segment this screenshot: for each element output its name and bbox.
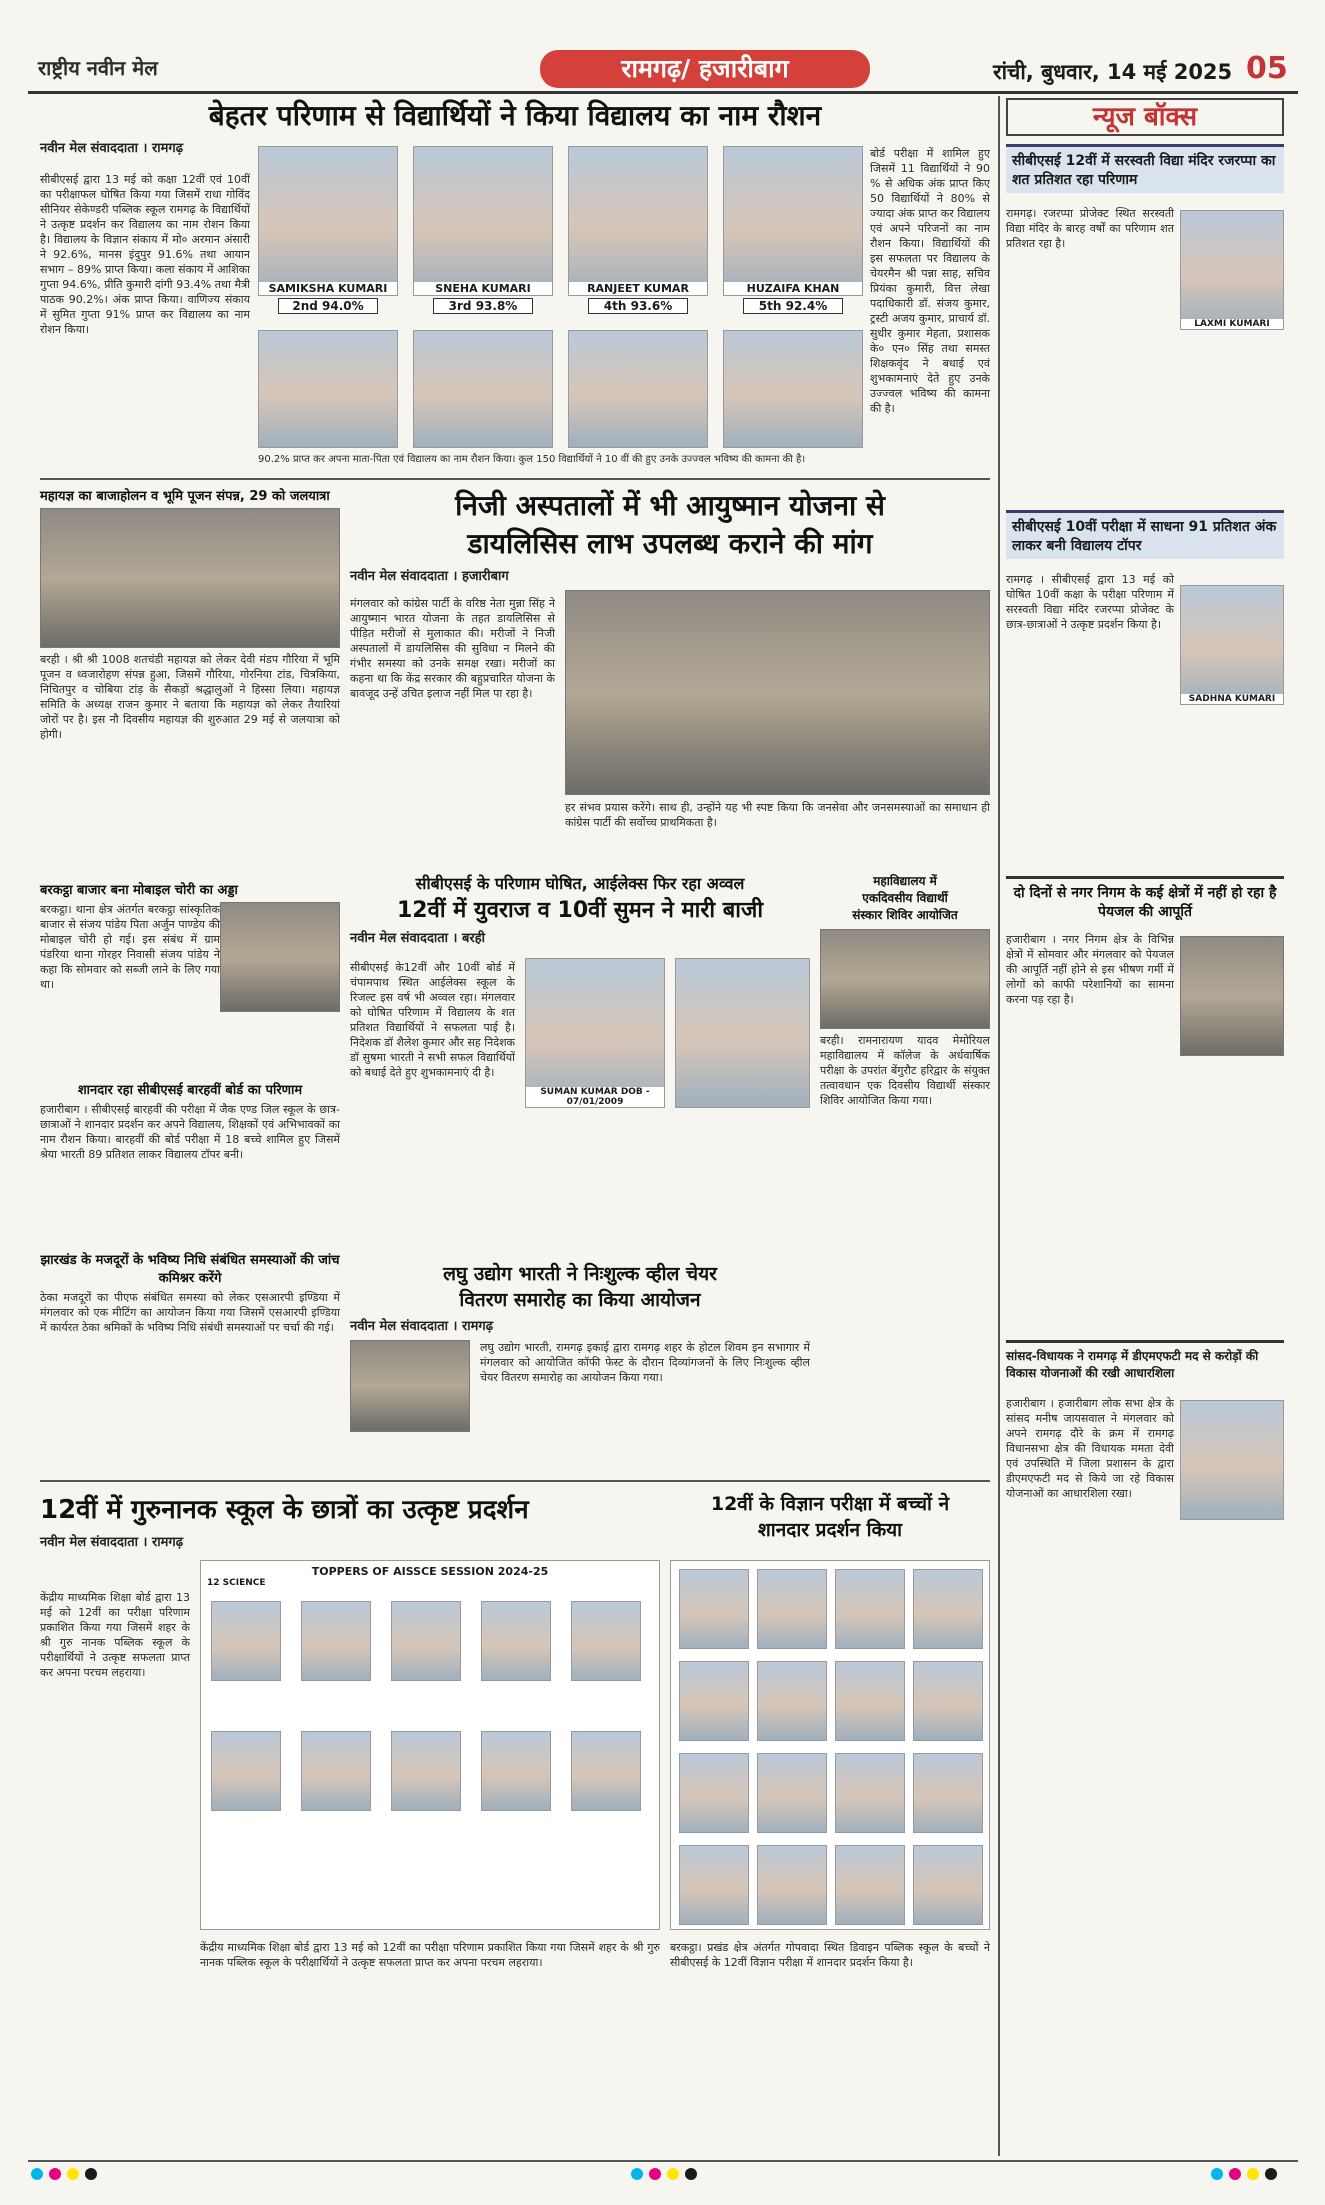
newsbox-item1-body: रामगढ़। रजरप्पा प्रोजेक्ट स्थित सरस्वती विद्या मंदिर के बारह वर्षों का परिणाम शत प्रतिशत रहा है। bbox=[1006, 207, 1174, 250]
story3-body: मंगलवार को कांग्रेस पार्टी के वरिष्ठ नेता मुन्ना सिंह ने आयुष्मान भारत योजना के तहत डायलिसिस से पीड़ित मरीजों से मुलाकात की। मरीजों ने निजी अस्पतालों में डायलिसिस की सुविधा न मिलने की गंभीर समस्या को उनके समक्ष रखा। मरीजों का कहना था कि केंद्र सरकार की बहुप्रचारित योजना के बावजूद उन्हें उचित इलाज नहीं मिल पा रहा है। bbox=[350, 597, 555, 700]
topper-photo bbox=[413, 146, 553, 296]
registration-marks-center bbox=[628, 2164, 700, 2188]
story6-kicker: झारखंड के मजदूरों के भविष्य निधि संबंधित समस्याओं की जांच कमिश्नर करेंगे bbox=[40, 1253, 340, 1286]
brand-name: राष्ट्रीय नवीन मेल bbox=[38, 56, 158, 80]
registration-marks-left bbox=[28, 2164, 100, 2188]
grid-photo bbox=[757, 1753, 827, 1833]
story4-kicker: बरकट्ठा बाजार बना मोबाइल चोरी का अड्डा bbox=[40, 883, 238, 898]
table-photo bbox=[391, 1731, 461, 1811]
story2-kicker: महायज्ञ का बाजाहोलन व भूमि पूजन संपन्न, 29 को जलयात्रा bbox=[40, 489, 330, 504]
topper-name: SNEHA KUMARI bbox=[414, 282, 552, 295]
story8-kicker-2: एकदिवसीय विद्यार्थी bbox=[862, 891, 948, 905]
story-gurunanak bbox=[40, 1490, 660, 1550]
grid-photo bbox=[913, 1569, 983, 1649]
story7-body: सीबीएसई के12वीं और 10वीं बोर्ड में चंपामपाथ स्थित आईलेक्स स्कूल के रिजल्ट इस वर्ष भी अव्वल रहा। मंगलवार को घोषित परिणाम में विद्यालय के शत प्रतिशत विद्यार्थियों ने सफलता पाई है। निदेशक डॉ शैलेश कुमार और सह निदेशक डॉ सुषमा भारती ने सभी सफल विद्यार्थियों को बधाई देते हुए शुभकामनाएं दी है। bbox=[350, 961, 515, 1079]
dateline: रांची, बुधवार, 14 मई 2025 bbox=[993, 60, 1233, 84]
newsbox-item-2 bbox=[1006, 510, 1284, 559]
grid-photo bbox=[835, 1661, 905, 1741]
footer-color-bar bbox=[28, 2160, 1298, 2182]
divine-toppers-grid bbox=[670, 1560, 990, 1930]
sadhna-photo bbox=[1180, 585, 1284, 705]
toppers-table bbox=[200, 1560, 660, 1930]
grid-photo bbox=[913, 1753, 983, 1833]
story-ilex bbox=[350, 872, 810, 946]
story-sanskar-shivir bbox=[820, 872, 990, 1393]
story3-byline: नवीन मेल संवाददाता । हजारीबाग bbox=[350, 569, 509, 584]
topper-photo bbox=[568, 146, 708, 296]
story1-byline: नवीन मेल संवाददाता । रामगढ़ bbox=[40, 141, 184, 156]
grid-photo bbox=[757, 1661, 827, 1741]
grid-photo bbox=[913, 1661, 983, 1741]
yuvraj-photo bbox=[675, 958, 810, 1108]
story-divine-school bbox=[670, 1490, 990, 1542]
story9-byline: नवीन मेल संवाददाता । रामगढ़ bbox=[350, 1319, 494, 1334]
story-mobile-theft bbox=[40, 880, 340, 1072]
topper-rank: 2nd 94.0% bbox=[278, 298, 378, 314]
story10-byline: नवीन मेल संवाददाता । रामगढ़ bbox=[40, 1535, 184, 1550]
divider bbox=[40, 1480, 990, 1482]
table-photo bbox=[481, 1731, 551, 1811]
wheelchair-photo bbox=[350, 1340, 470, 1432]
topper-rank: 5th 92.4% bbox=[743, 298, 843, 314]
story10-headline: 12वीं में गुरुनानक स्कूल के छात्रों का उत्कृष्ट प्रदर्शन bbox=[40, 1495, 529, 1525]
yagya-photo bbox=[40, 508, 340, 648]
story-ayushman bbox=[350, 486, 990, 584]
story9-body: लघु उद्योग भारती, रामगढ़ इकाई द्वारा रामगढ़ शहर के होटल शिवम इन सभागार में मंगलवार को आयोजित कॉफी फेस्ट के दौरान दिव्यांगजनों के लिए निःशुल्क व्हील चेयर वितरण समारोह का आयोजन किया गया। bbox=[480, 1341, 810, 1384]
story8-kicker-1: महाविद्यालय में bbox=[873, 874, 937, 888]
masthead bbox=[28, 48, 1298, 94]
story10-body: केंद्रीय माध्यमिक शिक्षा बोर्ड द्वारा 13 मई को 12वीं का परीक्षा परिणाम प्रकाशित किया गया जिसमें शहर के श्री गुरु नानक पब्लिक स्कूल के परीक्षार्थियों ने उत्कृष्ट सफलता प्राप्त कर अपना परचम लहराया। bbox=[40, 1591, 190, 1679]
newsbox-item3-body: हजारीबाग । नगर निगम क्षेत्र के विभिन्न क्षेत्रों में सोमवार और मंगलवार को पेयजल की आपूर्ति नहीं होने से इस भीषण गर्मी में लोगों को काफी परेशानियों का सामना करना पड़ रहा है। bbox=[1006, 933, 1174, 1006]
grid-photo bbox=[835, 1845, 905, 1925]
column-rule bbox=[998, 96, 1000, 2156]
suman-caption: SUMAN KUMAR DOB - 07/01/2009 bbox=[526, 1087, 664, 1107]
topper-photo bbox=[723, 146, 863, 296]
newsbox-item-3 bbox=[1006, 876, 1284, 921]
table-photo bbox=[571, 1731, 641, 1811]
table-photo bbox=[301, 1601, 371, 1681]
story1-body-left: सीबीएसई द्वारा 13 मई को कक्षा 12वीं एवं 10वीं का परीक्षाफल घोषित किया गया जिसमें राधा गोविंद सीनियर सेकेण्डरी पब्लिक स्कूल रामगढ़ के विद्यार्थियों ने उत्कृष्ट प्रदर्शन कर विद्यालय का नाम रोशन किया है। विद्यालय के विज्ञान संकाय में मो० अरमान अंसारी ने 92.6%, मानस इंदुपुर 91.6% तथा आयान सभाग – 89% प्राप्त किया। कला संकाय में आशिका गुप्ता 94.6%, प्रीति कुमारी दांगी 93.4% तथा मैत्री पाठक 90.2%। अंक प्राप्त किया। वाणिज्य संकाय में सुमित गुप्ता 91% प्राप्त कर विद्यालय का नाम रोशन किया। bbox=[40, 173, 250, 336]
story3-headline-1: निजी अस्पतालों में भी आयुष्मान योजना से bbox=[455, 489, 885, 522]
story5-body: हजारीबाग । सीबीएसई बारहवीं की परीक्षा में जैक एण्ड जिल स्कूल के छात्र-छात्राओं ने शानदार प्रदर्शन कर अपने विद्यालय, शिक्षकों एवं अभिभावकों का नाम रौशन किया। बारहवीं की बोर्ड परीक्षा में 18 बच्चे शामिल हुए जिसमें श्रेया भारती 89 प्रतिशत लाकर विद्यालय टॉपर बनी। bbox=[40, 1103, 340, 1161]
topper-name: SAMIKSHA KUMARI bbox=[259, 282, 397, 295]
laxmi-photo bbox=[1180, 210, 1284, 330]
story9-headline-2: वितरण समारोह का किया आयोजन bbox=[459, 1289, 701, 1311]
story2-body: बरही । श्री श्री 1008 शतचंडी महायज्ञ को लेकर देवी मंडप गौरिया में भूमि पूजन व ध्वजारोहण संपन्न हुआ, जिसमें गौरिया, गोरनिया टांड, चित्रकिया, निचितपुर व चोबिया टांड़ के सैकड़ों श्रद्धालुओं ने हिस्सा लिया। महायज्ञ समिति के अध्यक्ष राजन कुमार ने बताया कि महायज्ञ को लेकर तैयारियां जोरों पर है। इस नौ दिवसीय महायज्ञ की शुरुआत 29 मई से जलयात्रा को होगी। bbox=[40, 653, 340, 741]
table-photo bbox=[211, 1601, 281, 1681]
table-photo bbox=[481, 1601, 551, 1681]
grid-photo bbox=[679, 1845, 749, 1925]
topper-name: RANJEET KUMAR bbox=[569, 282, 707, 295]
table-photo bbox=[301, 1731, 371, 1811]
student-photo bbox=[413, 330, 553, 448]
story1-continuation: 90.2% प्राप्त कर अपना माता-पिता एवं विद्यालय का नाम रौशन किया। कुल 150 विद्यार्थियों ने 10 वीं की हुए उनके उज्ज्वल भविष्य की कामना की है। bbox=[258, 454, 806, 465]
table-photo bbox=[391, 1601, 461, 1681]
grid-photo bbox=[913, 1845, 983, 1925]
water-photo bbox=[1180, 936, 1284, 1056]
story-jack-jill bbox=[40, 1080, 340, 1252]
toppers-row-1 bbox=[258, 146, 863, 316]
dialysis-photo bbox=[565, 590, 990, 795]
story7-headline-2: 12वीं में युवराज व 10वीं सुमन ने मारी बाजी bbox=[396, 898, 764, 923]
newsbox-item1-head: सीबीएसई 12वीं में सरस्वती विद्या मंदिर रजरप्पा का शत प्रतिशत रहा परिणाम bbox=[1006, 144, 1284, 193]
newsbox-title: न्यूज बॉक्स bbox=[1006, 98, 1284, 136]
story7-headline-1: सीबीएसई के परिणाम घोषित, आईलेक्स फिर रहा अव्वल bbox=[415, 874, 745, 893]
table-title: TOPPERS OF AISSCE SESSION 2024-25 bbox=[311, 1565, 549, 1578]
story-wheelchair bbox=[350, 1260, 810, 1334]
sadhna-caption: SADHNA KUMARI bbox=[1181, 694, 1283, 704]
grid-photo bbox=[835, 1753, 905, 1833]
story1-body-right: बोर्ड परीक्षा में शामिल हुए जिसमें 11 विद्यार्थियों ने 90 % से अधिक अंक प्राप्त किए 50 विद्यार्थियों ने 80% से ज्यादा अंक प्राप्त कर विद्यालय एवं अपने परिजनों का नाम रौशन किया। विद्यार्थियों की इस सफलता पर विद्यालय के चेयरमैन श्री पन्ना साह, सचिव प्रियंका कुमारी, वित्त लेखा पदाधिकारी डॉ. संजय कुमार, ट्रस्टी अजय कुमार, प्राचार्य डॉ. सुधीर कुमार मेहता, प्रशासक के० एन० सिंह तथा समस्त शिक्षकवृंद ने बधाई एवं शुभकामनाएं देते हुए उनके उज्ज्वल भविष्य की कामना की है। bbox=[870, 147, 990, 415]
newsbox-item2-head: सीबीएसई 10वीं परीक्षा में साधना 91 प्रतिशत अंक लाकर बनी विद्यालय टॉपर bbox=[1006, 510, 1284, 559]
newsbox-item4-head: सांसद-विधायक ने रामगढ़ में डीएमएफटी मद से करोड़ों की विकास योजनाओं की रखी आधारशिला bbox=[1006, 1340, 1284, 1381]
story10-body-continued: केंद्रीय माध्यमिक शिक्षा बोर्ड द्वारा 13 मई को 12वीं का परीक्षा परिणाम प्रकाशित किया गया जिसमें शहर के श्री गुरु नानक पब्लिक स्कूल के परीक्षार्थियों ने उत्कृष्ट सफलता प्राप्त कर अपना परचम लहराया। bbox=[200, 1941, 660, 1969]
student-photo bbox=[723, 330, 863, 448]
suman-photo bbox=[525, 958, 665, 1108]
topper-name: HUZAIFA KHAN bbox=[724, 282, 862, 295]
story3-caption: हर संभव प्रयास करेंगे। साथ ही, उन्होंने यह भी स्पष्ट किया कि जनसेवा और जनसमस्याओं का समाधान ही कांग्रेस पार्टी की सर्वोच्च प्राथमिकता है। bbox=[565, 801, 990, 829]
topper-rank: 3rd 93.8% bbox=[433, 298, 533, 314]
story1-headline: बेहतर परिणाम से विद्यार्थियों ने किया विद्यालय का नाम रौशन bbox=[208, 99, 822, 132]
theft-photo bbox=[220, 902, 340, 1012]
table-photo bbox=[211, 1731, 281, 1811]
student-photo bbox=[258, 330, 398, 448]
story11-headline-2: शानदार प्रदर्शन किया bbox=[757, 1519, 903, 1541]
grid-photo bbox=[757, 1845, 827, 1925]
grid-photo bbox=[757, 1569, 827, 1649]
table-photo bbox=[571, 1601, 641, 1681]
story8-body: बरही। रामनारायण यादव मेमोरियल महाविद्यालय में कॉलेज के अर्धवार्षिक परीक्षा के उपरांत बेंगुरौट हरिद्वार के संयुक्त तत्वावधान एक दिवसीय विद्यार्थी संस्कार शिविर आयोजित किया गया। bbox=[820, 1034, 990, 1107]
grid-photo bbox=[835, 1569, 905, 1649]
story9-headline-1: लघु उद्योग भारती ने निःशुल्क व्हील चेयर bbox=[443, 1263, 717, 1285]
section-title: रामगढ़/ हजारीबाग bbox=[540, 50, 870, 88]
grid-photo bbox=[679, 1753, 749, 1833]
toppers-row-2 bbox=[258, 330, 863, 450]
story7-byline: नवीन मेल संवाददाता । बरही bbox=[350, 931, 485, 946]
story-mahayagya bbox=[40, 486, 340, 882]
topper-photo bbox=[258, 146, 398, 296]
story4-body: बरकट्ठा। थाना क्षेत्र अंतर्गत बरकट्ठा सांस्कृतिक बाजार से संजय पांडेय पिता अर्जुन पाण्डेय की मोबाइल चोरी हो गई। इस संबंध में ग्राम पंडरिया थाना गोरहर निवासी संजय पांडेय ने कहा कि सोमवार को सब्जी लाने के लिए गया था। bbox=[40, 903, 220, 991]
registration-marks-right bbox=[1208, 2164, 1280, 2188]
page-number: 05 bbox=[1246, 51, 1288, 86]
story8-kicker-3: संस्कार शिविर आयोजित bbox=[852, 908, 958, 922]
story11-body: बरकट्ठा। प्रखंड क्षेत्र अंतर्गत गोपवादा स्थित डिवाइन पब्लिक स्कूल के बच्चों ने सीबीएसई के 12वीं विज्ञान परीक्षा में शानदार प्रदर्शन किया है। bbox=[670, 1941, 990, 1969]
newsbox-item2-body: रामगढ़ । सीबीएसई द्वारा 13 मई को घोषित 10वीं कक्षा के परीक्षा परिणाम में सरस्वती विद्या मंदिर रजरप्पा प्रोजेक्ट के छात्र-छात्राओं ने उत्कृष्ट प्रदर्शन किया है। bbox=[1006, 573, 1174, 631]
divider bbox=[40, 478, 990, 480]
newsbox-item-1 bbox=[1006, 144, 1284, 193]
newsbox-item4-body: हजारीबाग । हजारीबाग लोक सभा क्षेत्र के सांसद मनीष जायसवाल ने मंगलवार को अपने रामगढ़ दौरे के क्रम में रामगढ़ विधानसभा क्षेत्र की विधायक ममता देवी एवं उपस्थिति में जिला प्रशासन के द्वारा डीएमएफटी मद से किये जा रहे विकास योजनाओं का आधारशिला रखा। bbox=[1006, 1397, 1174, 1500]
laxmi-caption: LAXMI KUMARI bbox=[1181, 319, 1283, 329]
story-pf-workers bbox=[40, 1250, 340, 1400]
story11-headline-1: 12वीं के विज्ञान परीक्षा में बच्चों ने bbox=[710, 1493, 950, 1515]
story3-headline-2: डायलिसिस लाभ उपलब्ध कराने की मांग bbox=[467, 527, 873, 560]
topper-rank: 4th 93.6% bbox=[588, 298, 688, 314]
story5-kicker: शानदार रहा सीबीएसई बारहवीं बोर्ड का परिणाम bbox=[77, 1083, 303, 1098]
shivir-photo bbox=[820, 929, 990, 1029]
grid-photo bbox=[679, 1661, 749, 1741]
newsbox-item-4 bbox=[1006, 1340, 1284, 1381]
newsbox-item3-head: दो दिनों से नगर निगम के कई क्षेत्रों में नहीं हो रहा है पेयजल की आपूर्ति bbox=[1006, 876, 1284, 921]
mp-photo bbox=[1180, 1400, 1284, 1520]
grid-photo bbox=[679, 1569, 749, 1649]
story6-body: ठेका मजदूरों का पीएफ संबंधित समस्या को लेकर एसआरपी इण्डिया में मंगलवार को एक मीटिंग का आयोजन किया गया जिसमें एसआरपी इण्डिया में कार्यरत ठेका श्रमिकों के भविष्य निधि संबंधी समस्याओं पर चर्चा की गई। bbox=[40, 1291, 340, 1334]
table-subtitle: 12 SCIENCE bbox=[207, 1578, 266, 1588]
student-photo bbox=[568, 330, 708, 448]
